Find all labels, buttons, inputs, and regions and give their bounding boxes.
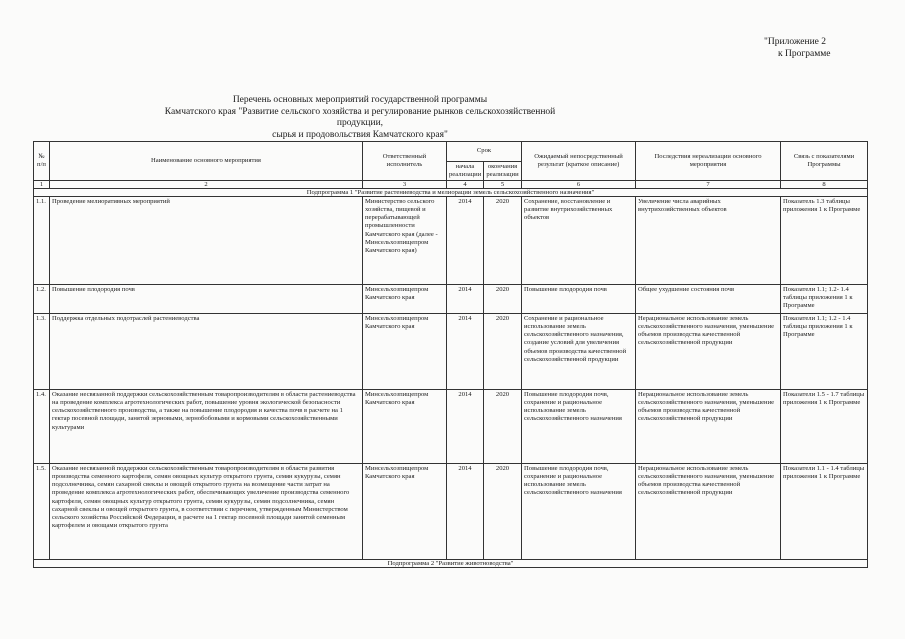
row-executor: Минсельхозпищепром Камчатского края: [363, 390, 447, 464]
document-title: [150, 95, 570, 141]
subprogram-2-title: Подпрограмма 2 "Развитие животноводства": [34, 560, 868, 568]
row-end: 2020: [484, 390, 522, 464]
col-number: 7: [636, 181, 781, 189]
row-start: 2014: [447, 390, 484, 464]
row-link: Показатели 1.1 - 1.4 таблицы приложения 1 к Программе: [781, 464, 868, 560]
row-executor: Минсельхозпищепром Камчатского края: [363, 464, 447, 560]
row-consequences: Нерациональное использование земель сельскохозяйственного назначения, уменьшение объемов производства качественной сельскохозяйственной продукции: [636, 464, 781, 560]
header-executor: Ответственный исполнитель: [363, 142, 447, 181]
row-link: Показатель 1.3 таблицы приложения 1 к Программе: [781, 197, 868, 285]
row-end: 2020: [484, 285, 522, 314]
subprogram-row: [34, 189, 868, 197]
row-result: Сохранение, восстановление и развитие внутрихозяйственных объектов: [522, 197, 636, 285]
row-start: 2014: [447, 314, 484, 390]
row-num: 1.2.: [34, 285, 50, 314]
appendix-label: [764, 36, 830, 60]
col-number: 6: [522, 181, 636, 189]
row-result: Повышение плодородия почв: [522, 285, 636, 314]
header-term: Срок: [447, 142, 522, 162]
row-name: Оказание несвязанной поддержки сельскохозяйственным товаропроизводителям в области растениеводства на проведение комплекса агротехнологических работ, повышение уровня экологической безопасности сельскохозяйственного производства, а также на повышение плодородия и качества почв в расчете на 1 гектар посевной площади, занятой зерновыми, зернобобовыми и кормовыми сельскохозяйственными культурами: [50, 390, 363, 464]
table-row: [34, 464, 868, 560]
header-end: окончания реализации: [484, 162, 522, 181]
col-number: 2: [50, 181, 363, 189]
title-line-1: Перечень основных мероприятий государственной программы: [232, 95, 488, 105]
row-consequences: Нерациональное использование земель сельскохозяйственного назначения, уменьшение объемов производства качественной сельскохозяйственной продукции: [636, 390, 781, 464]
title-line-3: сырья и продовольствия Камчатского края": [272, 129, 448, 140]
row-consequences: Нерациональное использование земель сельскохозяйственного назначения, уменьшение объемов производства качественной сельскохозяйственной продукции: [636, 314, 781, 390]
row-name: Проведение мелиоративных мероприятий: [50, 197, 363, 285]
header-start: начала реализации: [447, 162, 484, 181]
header-result: Ожидаемый непосредственный результат (краткое описание): [522, 142, 636, 181]
subprogram-row: [34, 560, 868, 568]
appendix-line-2: к Программе: [778, 49, 831, 59]
table-row: [34, 285, 868, 314]
row-link: Показатели 1.1; 1.2- 1.4 таблицы приложения 1 к Программе: [781, 285, 868, 314]
row-result: Повышение плодородия почв, сохранение и рациональное использование земель сельскохозяйственного назначения: [522, 464, 636, 560]
header-row: [34, 142, 868, 162]
row-end: 2020: [484, 464, 522, 560]
measures-table: [33, 141, 868, 568]
row-result: Повышение плодородия почв, сохранение и рациональное использование земель сельскохозяйственного назначения: [522, 390, 636, 464]
row-start: 2014: [447, 197, 484, 285]
row-num: 1.1.: [34, 197, 50, 285]
row-consequences: Общее ухудшение состояния почв: [636, 285, 781, 314]
col-number: 3: [363, 181, 447, 189]
row-num: 1.5.: [34, 464, 50, 560]
row-name: Поддержка отдельных подотраслей растениеводства: [50, 314, 363, 390]
header-name: Наименование основного мероприятия: [50, 142, 363, 181]
column-numbers-row: [34, 181, 868, 189]
row-num: 1.4.: [34, 390, 50, 464]
subprogram-1-title: Подпрограмма 1 "Развитие растениеводства и мелиорации земель сельскохозяйственного назначения": [34, 189, 868, 197]
row-name: Оказание несвязанной поддержки сельскохозяйственным товаропроизводителям в области развития производства семенного картофеля, семян овощных культур открытого грунта, семян кукурузы, семян подсолнечника, семян сахарной свеклы и овощей открытого грунта на возмещение части затрат на проведение комплекса агротехнологических работ, обеспечивающих увеличение производства семенного картофеля, семян овощных культур открытого грунта, семян кукурузы, семян подсолнечника, семян сахарной свеклы и овощей открытого грунта, в соответствии с перечнем, утвержденным Министерством сельского хозяйства Российской Федерации, в расчете на 1 гектар посевной площади занятой семенным картофелем и овощами открытого грунта: [50, 464, 363, 560]
col-number: 5: [484, 181, 522, 189]
header-consequences: Последствия нереализации основного мероприятия: [636, 142, 781, 181]
row-start: 2014: [447, 464, 484, 560]
row-end: 2020: [484, 314, 522, 390]
col-number: 1: [34, 181, 50, 189]
row-name: Повышение плодородия почв: [50, 285, 363, 314]
row-start: 2014: [447, 285, 484, 314]
title-line-2: Камчатского края "Развитие сельского хозяйства и регулирование рынков сельскохозяйственной продукции,: [164, 106, 556, 128]
row-executor: Министерство сельского хозяйства, пищевой и перерабатывающей промышленности Камчатского края (далее - Минсельхозпищепром Камчатского края): [363, 197, 447, 285]
row-consequences: Увеличение числа аварийных внутрихозяйственных объектов: [636, 197, 781, 285]
row-end: 2020: [484, 197, 522, 285]
table-row: [34, 390, 868, 464]
row-link: Показатели 1.5 - 1.7 таблицы приложения 1 к Программе: [781, 390, 868, 464]
header-link: Связь с показателями Программы: [781, 142, 868, 181]
row-result: Сохранение и рациональное использование земель сельскохозяйственного назначения, создание условий для увеличения объемов производства качественной сельскохозяйственной продукции: [522, 314, 636, 390]
row-num: 1.3.: [34, 314, 50, 390]
row-executor: Минсельхозпищепром Камчатского края: [363, 314, 447, 390]
col-number: 8: [781, 181, 868, 189]
table-row: [34, 197, 868, 285]
row-executor: Минсельхозпищепром Камчатского края: [363, 285, 447, 314]
appendix-line-1: "Приложение 2: [764, 37, 826, 47]
row-link: Показатели 1.1; 1.2 - 1.4 таблицы приложения 1 к Программе: [781, 314, 868, 390]
header-num: № п/п: [34, 142, 50, 181]
table-row: [34, 314, 868, 390]
col-number: 4: [447, 181, 484, 189]
